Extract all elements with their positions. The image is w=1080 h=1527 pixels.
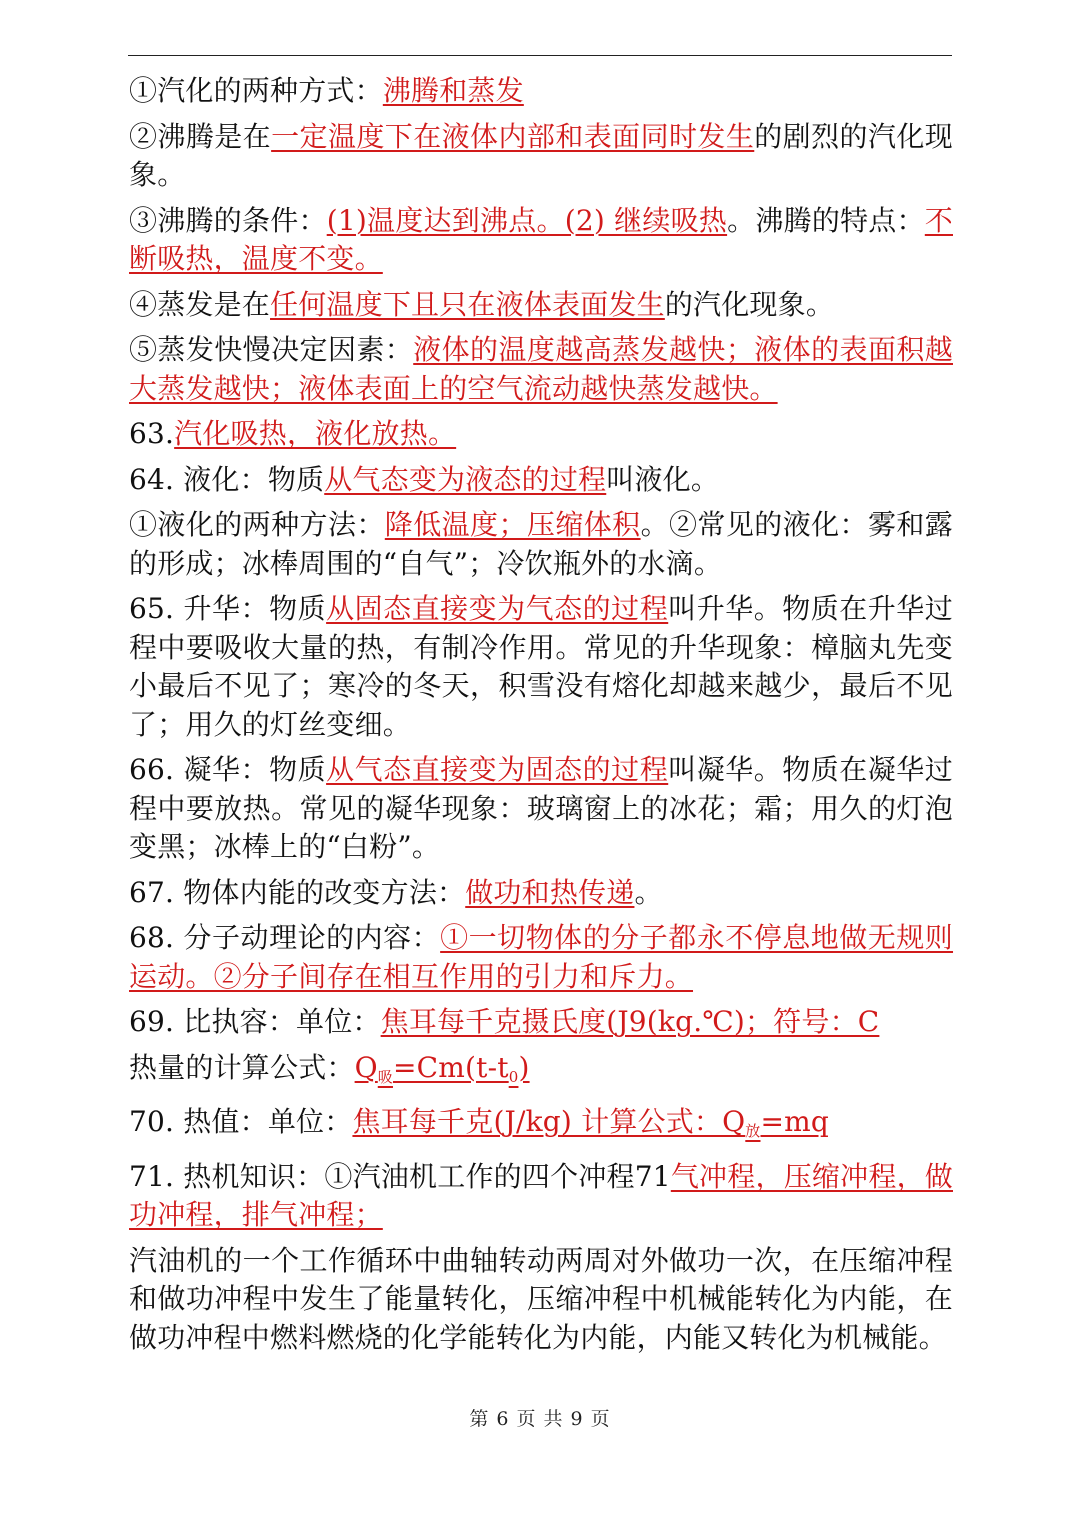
body-text: 汽油机的一个工作循环中曲轴转动两周对外做功一次，在压缩冲程和做功冲程中发生了能量转化，压缩冲程中机械能转化为内能，在做功冲程中燃料燃烧的化学能转化为内能，内能又转化为机械能。 [129, 1243, 953, 1354]
answer-text: 沸腾和蒸发 [382, 74, 524, 107]
answer-text: =mq [760, 1105, 830, 1138]
body-text: 热量的计算公式： [129, 1050, 355, 1084]
paragraph [129, 1003, 953, 1042]
paragraph [129, 919, 953, 996]
answer-text: 焦耳每千克(J/kg) 计算公式：Q [352, 1105, 746, 1138]
body-text: 65. 升华：物质 [129, 592, 327, 625]
paragraph [129, 590, 953, 744]
paragraph [129, 72, 953, 111]
document-body [129, 72, 953, 1364]
answer-text: 焦耳每千克摄氏度(J9(kg.℃)；符号：C [380, 1005, 880, 1038]
body-text: ⑤蒸发快慢决定因素： [129, 333, 414, 366]
answer-text: ) [518, 1050, 530, 1084]
body-text: 70. 热值：单位： [129, 1105, 353, 1138]
body-text: ①液化的两种方法： [129, 508, 385, 541]
answer-text: 不断吸热，温度不变。 [129, 203, 953, 275]
answer-text: 从固态直接变为气态的过程 [326, 592, 669, 625]
paragraph [129, 118, 953, 195]
answer-subscript: 放 [745, 1122, 761, 1140]
paragraph [129, 202, 953, 279]
body-text: ④蒸发是在 [129, 287, 271, 321]
answer-text: Q [354, 1050, 378, 1084]
answer-text: 气冲程，压缩冲程，做功冲程，排气冲程； [129, 1159, 953, 1231]
paragraph [129, 331, 953, 408]
body-text: 的剧烈的汽化现象。 [129, 119, 953, 191]
body-text: ①汽化的两种方式： [129, 74, 383, 107]
answer-text: 液体的温度越高蒸发越快；液体的表面积越大蒸发越快；液体表面上的空气流动越快蒸发越快。 [129, 333, 953, 405]
body-text: 71. 热机知识：①汽油机工作的四个冲程71 [129, 1159, 671, 1193]
answer-text: 汽化吸热，液化放热。 [174, 417, 457, 450]
body-text: 68. 分子动理论的内容： [129, 921, 441, 954]
body-text: 69. 比执容：单位： [129, 1005, 381, 1038]
answer-text: 任何温度下且只在液体表面发生 [270, 287, 665, 321]
body-text: 。沸腾的特点： [727, 203, 925, 237]
body-text: 的汽化现象。 [664, 287, 835, 321]
paragraph [129, 1242, 953, 1358]
paragraph [129, 286, 953, 325]
body-text: 66. 凝华：物质 [129, 753, 327, 786]
answer-text: (1)温度达到沸点。(2) 继续吸热 [326, 203, 728, 237]
page-number: 第 6 页 共 9 页 [469, 1408, 611, 1430]
answer-text: ①一切物体的分子都永不停息地做无规则运动。②分子间存在相互作用的引力和斥力。 [129, 921, 954, 993]
answer-subscript: 吸 [377, 1067, 393, 1086]
body-text: 63. [129, 417, 175, 450]
answer-text: 降低温度；压缩体积 [384, 508, 641, 541]
answer-subscript: 0 [508, 1067, 519, 1086]
paragraph [129, 751, 953, 867]
body-text: 67. 物体内能的改变方法： [129, 875, 466, 909]
answer-text: =Cm(t-t [392, 1050, 509, 1084]
paragraph [129, 1158, 953, 1235]
answer-text: 从气态变为液态的过程 [324, 462, 607, 496]
paragraph [129, 1049, 953, 1097]
body-text: ③沸腾的条件： [129, 203, 327, 237]
header-rule [128, 55, 952, 56]
body-text: 叫升华。物质在升华过程中要吸收大量的热，有制冷作用。常见的升华现象：樟脑丸先变小最后不见了；寒冷的冬天，积雪没有熔化却越来越少，最后不见了；用久的灯丝变细。 [129, 592, 954, 741]
paragraph [129, 874, 953, 913]
body-text: 。 [634, 875, 663, 909]
paragraph [129, 506, 953, 583]
body-text: 叫凝华。物质在凝华过程中要放热。常见的凝华现象：玻璃窗上的冰花；霜；用久的灯泡变黑；冰棒上的“白粉”。 [129, 753, 954, 863]
paragraph [129, 415, 953, 454]
answer-text: 从气态直接变为固态的过程 [326, 753, 669, 786]
answer-text: 一定温度下在液体内部和表面同时发生 [271, 119, 755, 153]
paragraph [129, 461, 953, 500]
body-text: ②沸腾是在 [129, 119, 272, 153]
body-text: 。②常见的液化：雾和露的形成；冰棒周围的“自气”；冷饮瓶外的水滴。 [129, 508, 953, 580]
answer-text: 做功和热传递 [465, 875, 635, 909]
paragraph [129, 1103, 953, 1151]
body-text: 64. 液化：物质 [129, 462, 325, 496]
body-text: 叫液化。 [606, 462, 720, 496]
